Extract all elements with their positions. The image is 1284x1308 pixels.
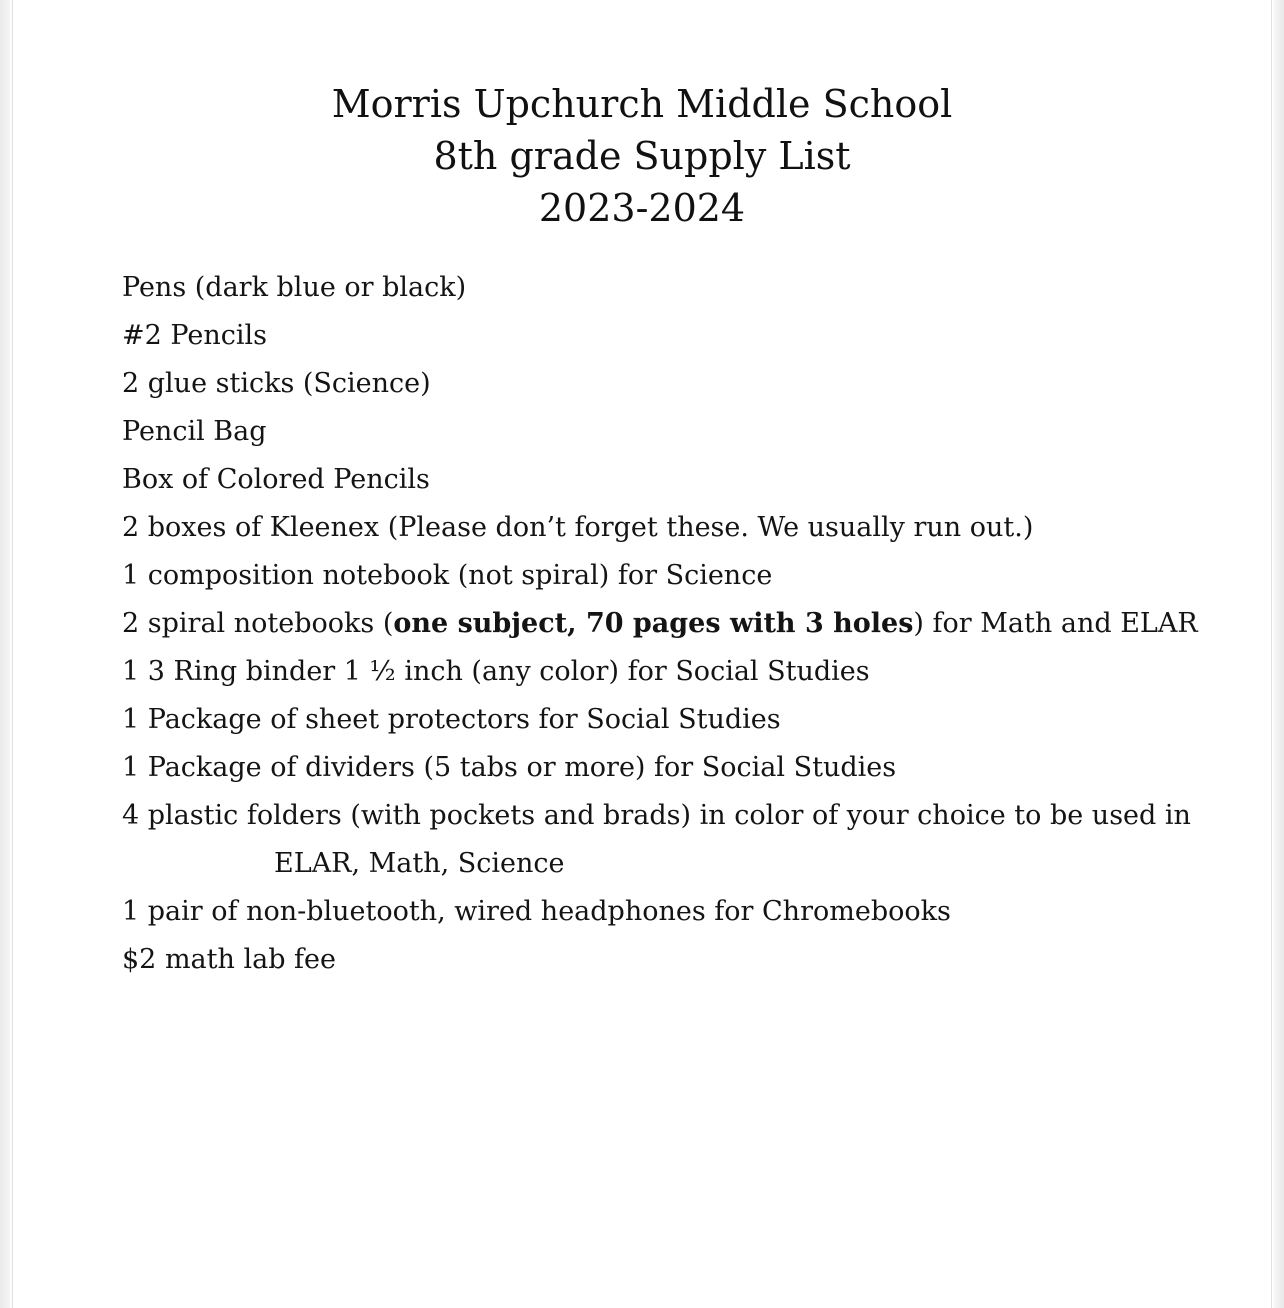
supply-item-sheet-protectors: 1 Package of sheet protectors for Social Studies xyxy=(122,704,781,735)
supply-item-plastic-folders: 4 plastic folders (with pockets and brads) in color of your choice to be used in xyxy=(122,800,1191,831)
supply-item-spiral-notebooks xyxy=(122,600,1252,648)
supply-item-colored-pencils: Box of Colored Pencils xyxy=(122,464,430,495)
supply-item-composition-notebook: 1 composition notebook (not spiral) for Science xyxy=(122,560,773,591)
school-year: 2023-2024 xyxy=(538,186,746,230)
spiral-notebooks-text-pre: 2 spiral notebooks ( xyxy=(122,608,394,639)
document-header xyxy=(0,78,1284,234)
school-name: Morris Upchurch Middle School xyxy=(331,82,953,126)
supply-item-glue-sticks: 2 glue sticks (Science) xyxy=(122,368,431,399)
supply-item-kleenex: 2 boxes of Kleenex (Please don’t forget these. We usually run out.) xyxy=(122,512,1034,543)
spiral-notebooks-text-post: ) for Math and ELAR xyxy=(913,608,1198,639)
supply-item-pens: Pens (dark blue or black) xyxy=(122,272,467,303)
supply-item-headphones: 1 pair of non-bluetooth, wired headphones for Chromebooks xyxy=(122,896,951,927)
supply-item-binder: 1 3 Ring binder 1 ½ inch (any color) for Social Studies xyxy=(122,656,870,687)
supply-item-math-lab-fee: $2 math lab fee xyxy=(122,944,337,975)
supply-item-plastic-folders-subjects: ELAR, Math, Science xyxy=(274,848,565,879)
supply-list xyxy=(122,264,1252,984)
supply-item-pencil-bag: Pencil Bag xyxy=(122,416,267,447)
supply-item-pencils: #2 Pencils xyxy=(122,320,267,351)
list-title: 8th grade Supply List xyxy=(433,134,851,178)
supply-item-dividers: 1 Package of dividers (5 tabs or more) for Social Studies xyxy=(122,752,897,783)
spiral-notebooks-bold-spec: one subject, 70 pages with 3 holes xyxy=(393,608,914,639)
